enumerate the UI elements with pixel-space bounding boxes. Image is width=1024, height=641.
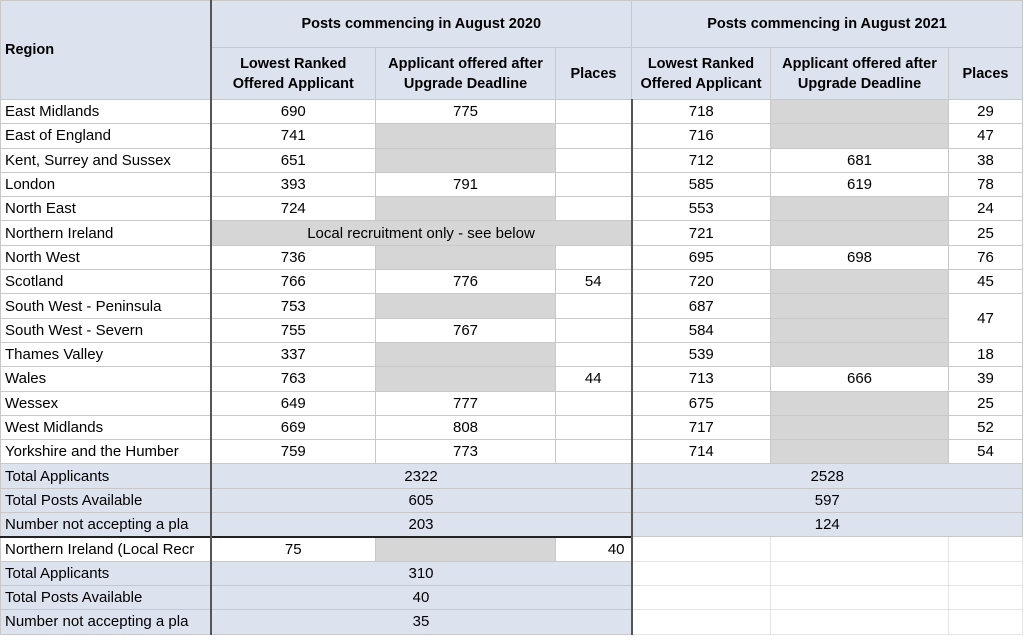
total-label: Number not accepting a pla bbox=[1, 513, 211, 537]
region-cell: South West - Severn bbox=[1, 318, 211, 342]
table-row bbox=[1, 270, 1023, 294]
places-2020-cell bbox=[556, 124, 632, 148]
total-row bbox=[1, 464, 1023, 488]
places-2020-cell bbox=[556, 440, 632, 464]
empty-cell bbox=[949, 585, 1023, 609]
ni-local-note: Local recruitment only - see below bbox=[211, 221, 632, 245]
upgrade-2020-cell: 808 bbox=[376, 415, 556, 439]
places-2020-cell bbox=[556, 245, 632, 269]
region-cell: South West - Peninsula bbox=[1, 294, 211, 318]
ni-total-label: Total Posts Available bbox=[1, 585, 211, 609]
table-body bbox=[1, 1, 1023, 635]
table-row bbox=[1, 391, 1023, 415]
places-2021-header: Places bbox=[949, 48, 1023, 100]
lowest-2020-cell: 724 bbox=[211, 197, 376, 221]
places-2020-cell bbox=[556, 172, 632, 196]
region-cell: Yorkshire and the Humber bbox=[1, 440, 211, 464]
region-cell: North East bbox=[1, 197, 211, 221]
table-row bbox=[1, 124, 1023, 148]
table-row bbox=[1, 318, 1023, 342]
empty-cell bbox=[771, 561, 949, 585]
ni-local-lowest: 75 bbox=[211, 537, 376, 561]
region-cell: Wessex bbox=[1, 391, 211, 415]
group-2021-header: Posts commencing in August 2021 bbox=[632, 1, 1023, 48]
upgrade-2020-cell: 775 bbox=[376, 100, 556, 124]
upgrade-2021-cell bbox=[771, 318, 949, 342]
upgrade-2021-cell bbox=[771, 294, 949, 318]
total-2020-value: 203 bbox=[211, 513, 632, 537]
lowest-2020-header: Lowest Ranked Offered Applicant bbox=[211, 48, 376, 100]
region-cell: Northern Ireland bbox=[1, 221, 211, 245]
places-2021-cell: 24 bbox=[949, 197, 1023, 221]
lowest-2021-cell: 717 bbox=[632, 415, 771, 439]
empty-cell bbox=[771, 537, 949, 561]
region-cell: London bbox=[1, 172, 211, 196]
empty-cell bbox=[632, 537, 771, 561]
ni-local-upgrade bbox=[376, 537, 556, 561]
places-2021-cell: 38 bbox=[949, 148, 1023, 172]
upgrade-2021-cell bbox=[771, 415, 949, 439]
lowest-2021-cell: 713 bbox=[632, 367, 771, 391]
lowest-2021-cell: 584 bbox=[632, 318, 771, 342]
ni-local-label: Northern Ireland (Local Recr bbox=[1, 537, 211, 561]
ni-total-label: Number not accepting a pla bbox=[1, 610, 211, 634]
lowest-2020-cell: 393 bbox=[211, 172, 376, 196]
region-cell: Scotland bbox=[1, 270, 211, 294]
region-cell: Kent, Surrey and Sussex bbox=[1, 148, 211, 172]
places-2020-cell: 54 bbox=[556, 270, 632, 294]
table-row bbox=[1, 100, 1023, 124]
places-2021-cell: 25 bbox=[949, 391, 1023, 415]
places-2021-cell: 78 bbox=[949, 172, 1023, 196]
lowest-2020-cell: 649 bbox=[211, 391, 376, 415]
region-cell: West Midlands bbox=[1, 415, 211, 439]
upgrade-2020-cell bbox=[376, 148, 556, 172]
upgrade-2021-cell bbox=[771, 197, 949, 221]
lowest-2021-cell: 675 bbox=[632, 391, 771, 415]
lowest-2021-cell: 714 bbox=[632, 440, 771, 464]
empty-cell bbox=[771, 610, 949, 634]
lowest-2021-cell: 585 bbox=[632, 172, 771, 196]
lowest-2021-cell: 539 bbox=[632, 342, 771, 366]
lowest-2021-cell: 716 bbox=[632, 124, 771, 148]
table-row bbox=[1, 172, 1023, 196]
upgrade-2021-header: Applicant offered after Upgrade Deadline bbox=[771, 48, 949, 100]
region-cell: Wales bbox=[1, 367, 211, 391]
empty-cell bbox=[949, 561, 1023, 585]
upgrade-2020-header: Applicant offered after Upgrade Deadline bbox=[376, 48, 556, 100]
total-row bbox=[1, 488, 1023, 512]
lowest-2021-cell: 712 bbox=[632, 148, 771, 172]
places-2020-cell bbox=[556, 197, 632, 221]
ni-total-label: Total Applicants bbox=[1, 561, 211, 585]
places-2021-cell: 76 bbox=[949, 245, 1023, 269]
lowest-2020-cell: 763 bbox=[211, 367, 376, 391]
empty-cell bbox=[949, 537, 1023, 561]
upgrade-2020-cell bbox=[376, 294, 556, 318]
upgrade-2021-cell: 681 bbox=[771, 148, 949, 172]
lowest-2020-cell: 669 bbox=[211, 415, 376, 439]
upgrade-2021-cell: 666 bbox=[771, 367, 949, 391]
lowest-2021-cell: 718 bbox=[632, 100, 771, 124]
table-row bbox=[1, 197, 1023, 221]
ni-total-value: 40 bbox=[211, 585, 632, 609]
total-row bbox=[1, 513, 1023, 537]
lowest-2020-cell: 736 bbox=[211, 245, 376, 269]
places-2020-header: Places bbox=[556, 48, 632, 100]
lowest-2020-cell: 337 bbox=[211, 342, 376, 366]
upgrade-2021-cell bbox=[771, 124, 949, 148]
total-2020-value: 605 bbox=[211, 488, 632, 512]
region-cell: North West bbox=[1, 245, 211, 269]
places-2020-cell bbox=[556, 342, 632, 366]
lowest-2020-cell: 741 bbox=[211, 124, 376, 148]
upgrade-2020-cell: 777 bbox=[376, 391, 556, 415]
upgrade-2021-cell bbox=[771, 342, 949, 366]
region-cell: East Midlands bbox=[1, 100, 211, 124]
ni-total-row bbox=[1, 610, 1023, 634]
lowest-2021-cell: 553 bbox=[632, 197, 771, 221]
upgrade-2020-cell bbox=[376, 342, 556, 366]
places-2020-cell bbox=[556, 294, 632, 318]
region-header: Region bbox=[1, 1, 211, 100]
upgrade-2021-cell bbox=[771, 391, 949, 415]
lowest-2020-cell: 690 bbox=[211, 100, 376, 124]
table-row bbox=[1, 221, 1023, 245]
empty-cell bbox=[771, 585, 949, 609]
empty-cell bbox=[632, 585, 771, 609]
ni-local-row bbox=[1, 537, 1023, 561]
places-2021-cell: 18 bbox=[949, 342, 1023, 366]
group-2020-header: Posts commencing in August 2020 bbox=[211, 1, 632, 48]
lowest-2021-cell: 721 bbox=[632, 221, 771, 245]
lowest-2020-cell: 766 bbox=[211, 270, 376, 294]
upgrade-2020-cell bbox=[376, 197, 556, 221]
places-2021-cell: 47 bbox=[949, 294, 1023, 343]
places-2021-cell: 47 bbox=[949, 124, 1023, 148]
lowest-2020-cell: 759 bbox=[211, 440, 376, 464]
places-2021-cell: 25 bbox=[949, 221, 1023, 245]
lowest-2021-header: Lowest Ranked Offered Applicant bbox=[632, 48, 771, 100]
table-row bbox=[1, 245, 1023, 269]
ni-total-row bbox=[1, 561, 1023, 585]
upgrade-2021-cell bbox=[771, 100, 949, 124]
total-label: Total Applicants bbox=[1, 464, 211, 488]
lowest-2021-cell: 687 bbox=[632, 294, 771, 318]
places-2021-cell: 54 bbox=[949, 440, 1023, 464]
empty-cell bbox=[949, 610, 1023, 634]
places-2021-cell: 29 bbox=[949, 100, 1023, 124]
lowest-2021-cell: 695 bbox=[632, 245, 771, 269]
lowest-2020-cell: 753 bbox=[211, 294, 376, 318]
table-row bbox=[1, 294, 1023, 318]
places-2020-cell bbox=[556, 391, 632, 415]
upgrade-2020-cell bbox=[376, 124, 556, 148]
table-row bbox=[1, 342, 1023, 366]
empty-cell bbox=[632, 610, 771, 634]
region-cell: East of England bbox=[1, 124, 211, 148]
table-row bbox=[1, 148, 1023, 172]
table-row bbox=[1, 440, 1023, 464]
upgrade-2021-cell: 698 bbox=[771, 245, 949, 269]
upgrade-2021-cell bbox=[771, 440, 949, 464]
total-2021-value: 597 bbox=[632, 488, 1023, 512]
upgrade-2021-cell: 619 bbox=[771, 172, 949, 196]
table-row bbox=[1, 415, 1023, 439]
upgrade-2021-cell bbox=[771, 270, 949, 294]
region-cell: Thames Valley bbox=[1, 342, 211, 366]
ni-total-value: 35 bbox=[211, 610, 632, 634]
total-2021-value: 124 bbox=[632, 513, 1023, 537]
ni-total-value: 310 bbox=[211, 561, 632, 585]
lowest-2020-cell: 651 bbox=[211, 148, 376, 172]
total-2021-value: 2528 bbox=[632, 464, 1023, 488]
places-2021-cell: 52 bbox=[949, 415, 1023, 439]
ni-total-row bbox=[1, 585, 1023, 609]
upgrade-2020-cell: 791 bbox=[376, 172, 556, 196]
places-2020-cell bbox=[556, 318, 632, 342]
ni-local-places: 40 bbox=[556, 537, 632, 561]
places-2021-cell: 39 bbox=[949, 367, 1023, 391]
upgrade-2020-cell: 776 bbox=[376, 270, 556, 294]
places-2020-cell: 44 bbox=[556, 367, 632, 391]
total-label: Total Posts Available bbox=[1, 488, 211, 512]
upgrade-2020-cell: 767 bbox=[376, 318, 556, 342]
total-2020-value: 2322 bbox=[211, 464, 632, 488]
table-row bbox=[1, 367, 1023, 391]
places-2021-cell: 45 bbox=[949, 270, 1023, 294]
empty-cell bbox=[632, 561, 771, 585]
upgrade-2020-cell bbox=[376, 245, 556, 269]
upgrade-2020-cell bbox=[376, 367, 556, 391]
places-2020-cell bbox=[556, 415, 632, 439]
lowest-2020-cell: 755 bbox=[211, 318, 376, 342]
upgrade-2021-cell bbox=[771, 221, 949, 245]
places-2020-cell bbox=[556, 148, 632, 172]
lowest-2021-cell: 720 bbox=[632, 270, 771, 294]
upgrade-2020-cell: 773 bbox=[376, 440, 556, 464]
places-2020-cell bbox=[556, 100, 632, 124]
